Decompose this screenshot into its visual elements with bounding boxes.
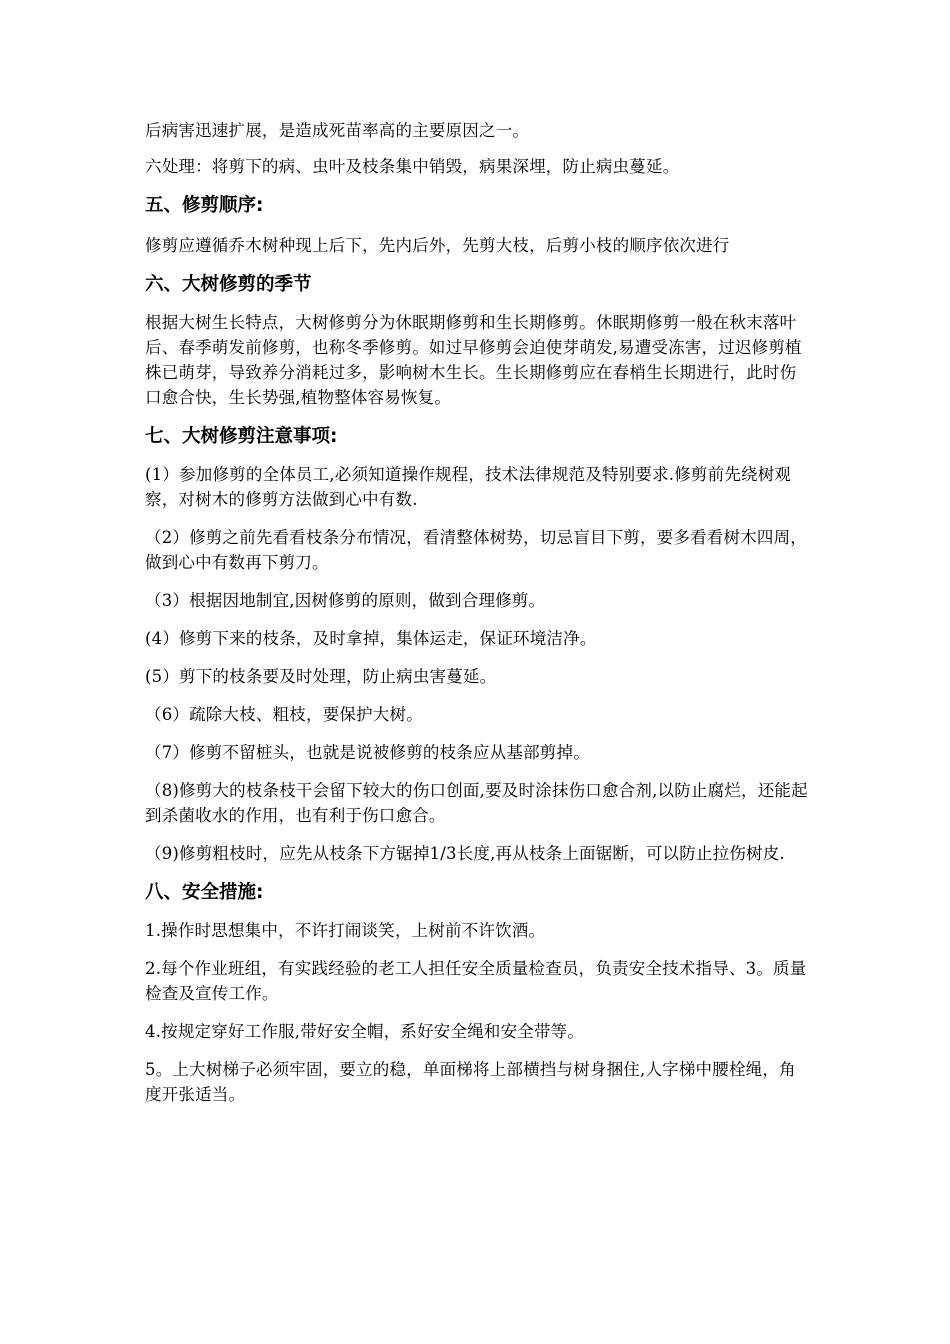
list-item: 1.操作时思想集中，不许打闹谈笑，上树前不许饮酒。 [145, 921, 546, 940]
paragraph: 六处理：将剪下的病、虫叶及枝条集中销毁，病果深埋，防止病虫蔓延。 [145, 157, 680, 176]
list-item: (5）剪下的枝条要及时处理，防止病虫害蔓延。 [145, 667, 497, 686]
paragraph: 后病害迅速扩展，是造成死苗率高的主要原因之一。 [145, 121, 530, 140]
list-item: (4）修剪下来的枝条，及时拿掉，集体运走，保证环境洁净。 [145, 629, 597, 648]
list-item: （9)修剪粗枝时，应先从枝条下方锯掉1/3长度,再从枝条上面锯断，可以防止拉伤树皮. [145, 844, 785, 863]
list-item: 2.每个作业班组，有实践经验的老工人担任安全质量检查员，负责安全技术指导、3。质量检查及宣传工作。 [145, 959, 807, 1003]
list-item: （3）根据因地制宜,因树修剪的原则，做到合理修剪。 [145, 591, 546, 610]
list-item: （7）修剪不留桩头，也就是说被修剪的枝条应从基部剪掉。 [145, 743, 590, 762]
paragraph: 根据大树生长特点，大树修剪分为休眠期修剪和生长期修剪。休眠期修剪一般在秋末落叶后、春季萌发前修剪，也称冬季修剪。如过早修剪会迫使芽萌发,易遭受冻害，过迟修剪植株已萌芽，导致养分消耗过多，影响树木生长。生长期修剪应在春梢生长期进行，此时伤口愈合快，生长势强,植物整体容易恢复。 [145, 313, 802, 407]
section-heading: 六、大树修剪的季节 [145, 274, 312, 295]
section-heading: 五、修剪顺序: [145, 195, 264, 216]
section-heading: 七、大树修剪注意事项: [145, 426, 338, 447]
list-item: （6）疏除大枝、粗枝，要保护大树。 [145, 705, 423, 724]
list-item: （8)修剪大的枝条枝干会留下较大的伤口创面,要及时涂抹伤口愈合剂,以防止腐烂，还能起到杀菌收水的作用，也有利于伤口愈合。 [145, 781, 808, 825]
list-item: 5。上大树梯子必须牢固，要立的稳，单面梯将上部横挡与树身捆住,人字梯中腰栓绳，角度开张适当。 [145, 1060, 796, 1104]
list-item: 4.按规定穿好工作服,带好安全帽，系好安全绳和安全带等。 [145, 1022, 585, 1041]
list-item: （2）修剪之前先看看枝条分布情况，看清整体树势，切忌盲目下剪，要多看看树木四周，做到心中有数再下剪刀。 [145, 528, 807, 572]
list-item: (1）参加修剪的全体员工,必须知道操作规程，技术法律规范及特别要求.修剪前先绕树观察，对树木的修剪方法做到心中有数. [145, 465, 792, 509]
section-heading: 八、安全措施: [145, 882, 264, 903]
document-page [145, 118, 810, 1107]
paragraph: 修剪应遵循乔木树种现上后下，先内后外，先剪大枝，后剪小枝的顺序依次进行 [145, 236, 730, 255]
